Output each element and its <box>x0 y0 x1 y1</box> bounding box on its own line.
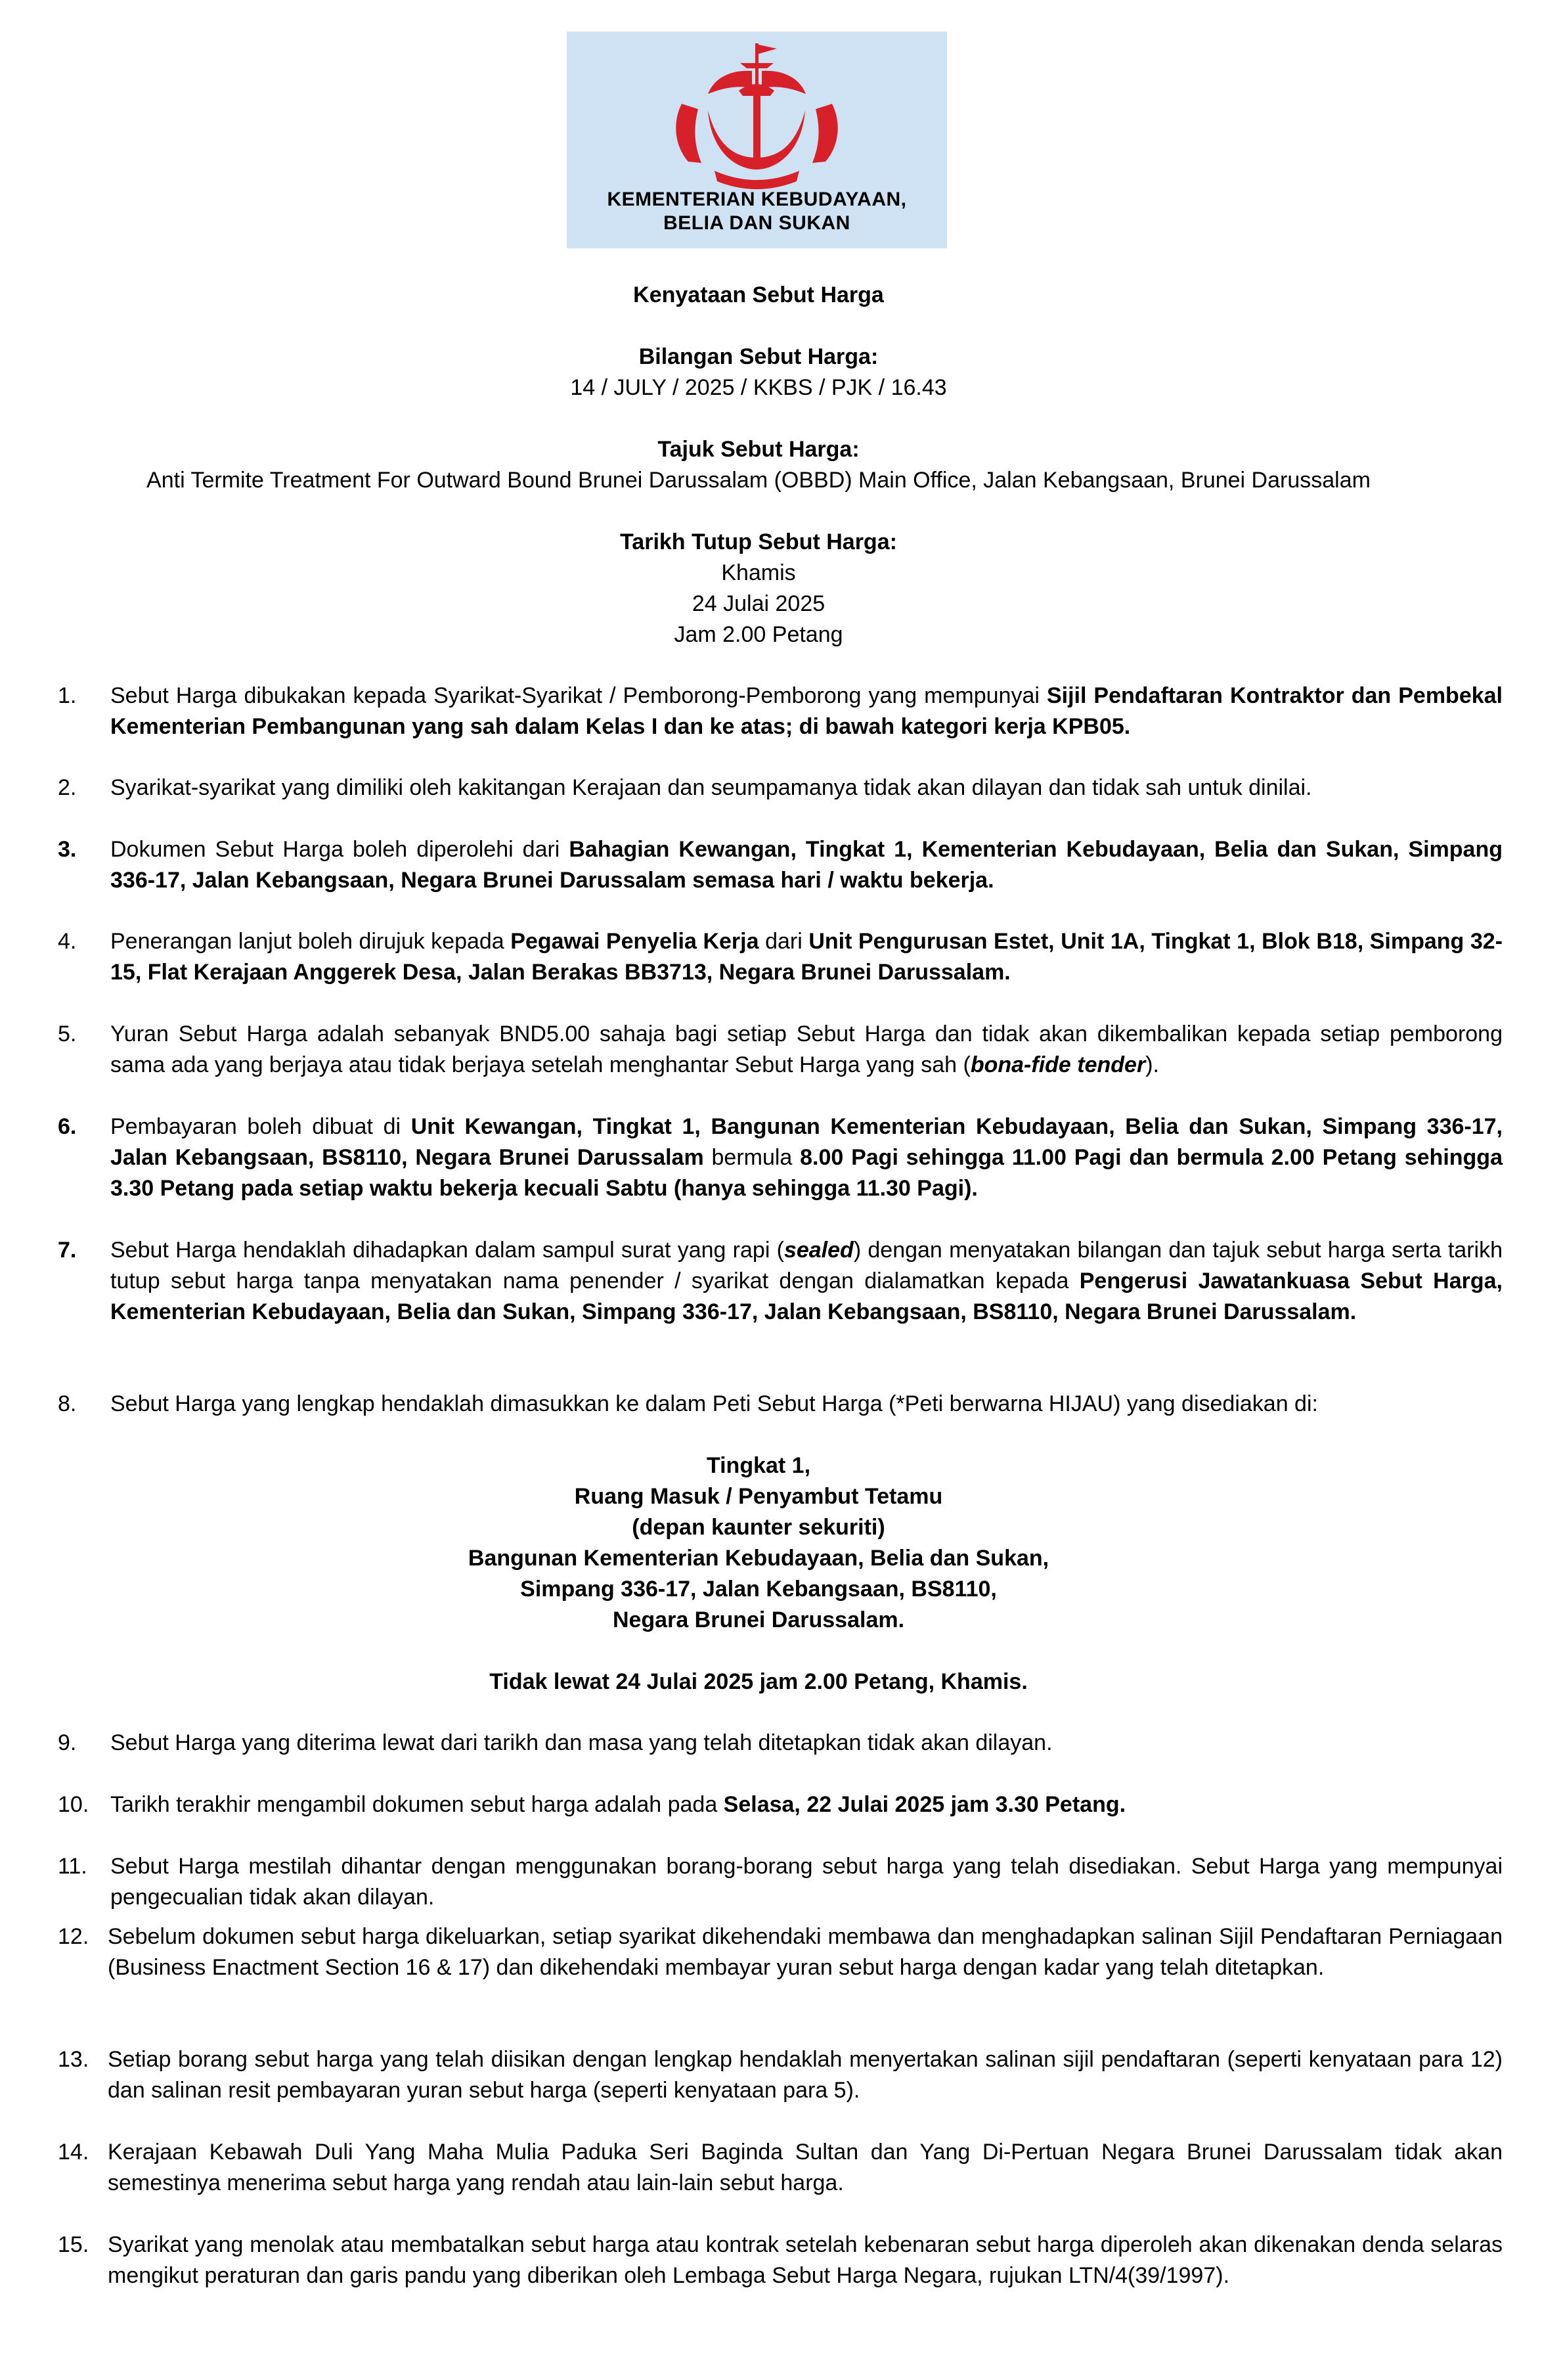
submission-deadline: Tidak lewat 24 Julai 2025 jam 2.00 Petang, Khamis. <box>489 1669 1028 1694</box>
list-item: 1. Sebut Harga dibukakan kepada Syarikat-Syarikat / Pemborong-Pemborong yang mempunyai Sijil Pendaftaran Kontraktor dan Pembekal Kementerian Pembangunan yang sah dalam Kelas I dan ke atas; di bawah kategori kerja KPB05. <box>58 683 1503 739</box>
list-item: 14. Kerajaan Kebawah Duli Yang Maha Mulia Paduka Seri Baginda Sultan dan Yang Di-Pertuan Negara Brunei Darussalam tidak akan semestinya menerima sebut harga yang rendah atau lain-lain sebut harga. <box>58 2140 1503 2195</box>
list-item: 2. Syarikat-syarikat yang dimiliki oleh kakitangan Kerajaan dan seumpamanya tidak akan dilayan dan tidak sah untuk dinilai. <box>58 775 1312 800</box>
list-item: 15. Syarikat yang menolak atau membatalkan sebut harga atau kontrak setelah kebenaran sebut harga diperoleh akan dikenakan denda selaras mengikut peraturan dan garis pandu yang diberikan oleh Lembaga Sebut Harga Negara, rujukan LTN/4(39/1997). <box>58 2232 1503 2288</box>
quotation-number-label: Bilangan Sebut Harga: <box>638 344 879 369</box>
list-item: 6. Pembayaran boleh dibuat di Unit Kewangan, Tingkat 1, Bangunan Kementerian Kebudayaan, Belia dan Sukan, Simpang 336-17, Jalan Kebangsaan, BS8110, Negara Brunei Darussalam bermula 8.00 Pagi sehingga 11.00 Pagi dan bermula 2.00 Petang sehingga 3.30 Petang pada setiap waktu bekerja kecuali Sabtu (hanya sehingga 11.30 Pagi). <box>58 1114 1503 1201</box>
list-item: 7. Sebut Harga hendaklah dihadapkan dalam sampul surat yang rapi (sealed) dengan menyatakan bilangan dan tajuk sebut harga serta tarikh tutup sebut harga tanpa menyatakan nama penender / syarikat dengan dialamatkan kepada Pengerusi Jawatankuasa Sebut Harga, Kementerian Kebudayaan, Belia dan Sukan, Simpang 336-17, Jalan Kebangsaan, BS8110, Negara Brunei Darussalam. <box>58 1238 1503 1324</box>
list-item: 11. Sebut Harga mestilah dihantar dengan menggunakan borang-borang sebut harga yang telah disediakan. Sebut Harga yang mempunyai pengecualian tidak akan dilayan. <box>58 1854 1503 1910</box>
closing-date: 24 Julai 2025 <box>692 591 826 616</box>
ministry-logo <box>567 32 947 248</box>
list-item: 3. Dokumen Sebut Harga boleh diperolehi dari Bahagian Kewangan, Tingkat 1, Kementerian Kebudayaan, Belia dan Sukan, Simpang 336-17, Jalan Kebangsaan, Negara Brunei Darussalam semasa hari / waktu bekerja. <box>58 837 1503 893</box>
list-item: 9. Sebut Harga yang diterima lewat dari tarikh dan masa yang telah ditetapkan tidak akan dilayan. <box>58 1730 1053 1755</box>
ministry-name: KEMENTERIAN KEBUDAYAAN, BELIA DAN SUKAN <box>607 189 907 234</box>
closing-day: Khamis <box>721 560 796 585</box>
list-item: 13. Setiap borang sebut harga yang telah diisikan dengan lengkap hendaklah menyertakan salinan sijil pendaftaran (seperti kenyataan para 12) dan salinan resit pembayaran yuran sebut harga (seperti kenyataan para 5). <box>58 2047 1503 2103</box>
closing-date-label: Tarikh Tutup Sebut Harga: <box>620 529 897 554</box>
list-item: 12. Sebelum dokumen sebut harga dikeluarkan, setiap syarikat dikehendaki membawa dan menghadapkan salinan Sijil Pendaftaran Perniagaan (Business Enactment Section 16 & 17) dan dikehendaki membayar yuran sebut harga dengan kadar yang telah ditetapkan. <box>58 1924 1503 1980</box>
quotation-number: 14 / JULY / 2025 / KKBS / PJK / 16.43 <box>570 375 947 400</box>
list-item: 4. Penerangan lanjut boleh dirujuk kepada Pegawai Penyelia Kerja dari Unit Pengurusan Estet, Unit 1A, Tingkat 1, Blok B18, Simpang 32-15, Flat Kerajaan Anggerek Desa, Jalan Berakas BB3713, Negara Brunei Darussalam. <box>58 929 1503 985</box>
submission-address: Tingkat 1, Ruang Masuk / Penyambut Tetamu (depan kaunter sekuriti) Bangunan Kementerian Kebudayaan, Belia dan Sukan, Simpang 336-17, Jalan Kebangsaan, BS8110, Negara Brunei Darussalam. Tidak lewat 24 Julai 2025 jam 2.00 Petang, Khamis. <box>0 1450 1517 1697</box>
notice-header <box>0 280 1517 650</box>
page-title: Kenyataan Sebut Harga <box>633 282 884 307</box>
list-item: 5. Yuran Sebut Harga adalah sebanyak BND5.00 sahaja bagi setiap Sebut Harga dan tidak akan dikembalikan kepada setiap pemborong sama ada yang berjaya atau tidak berjaya setelah menghantar Sebut Harga yang sah (bona-fide tender). <box>58 1022 1503 1077</box>
list-item: 10. Tarikh terakhir mengambil dokumen sebut harga adalah pada Selasa, 22 Julai 2025 jam 3.30 Petang. <box>58 1792 1126 1817</box>
list-item: 8. Sebut Harga yang lengkap hendaklah dimasukkan ke dalam Peti Sebut Harga (*Peti berwarna HIJAU) yang disediakan di: <box>58 1391 1318 1416</box>
quotation-subject-label: Tajuk Sebut Harga: <box>657 437 860 462</box>
quotation-subject: Anti Termite Treatment For Outward Bound Brunei Darussalam (OBBD) Main Office, Jalan Kebangsaan, Brunei Darussalam <box>146 468 1371 493</box>
closing-time: Jam 2.00 Petang <box>674 622 843 647</box>
